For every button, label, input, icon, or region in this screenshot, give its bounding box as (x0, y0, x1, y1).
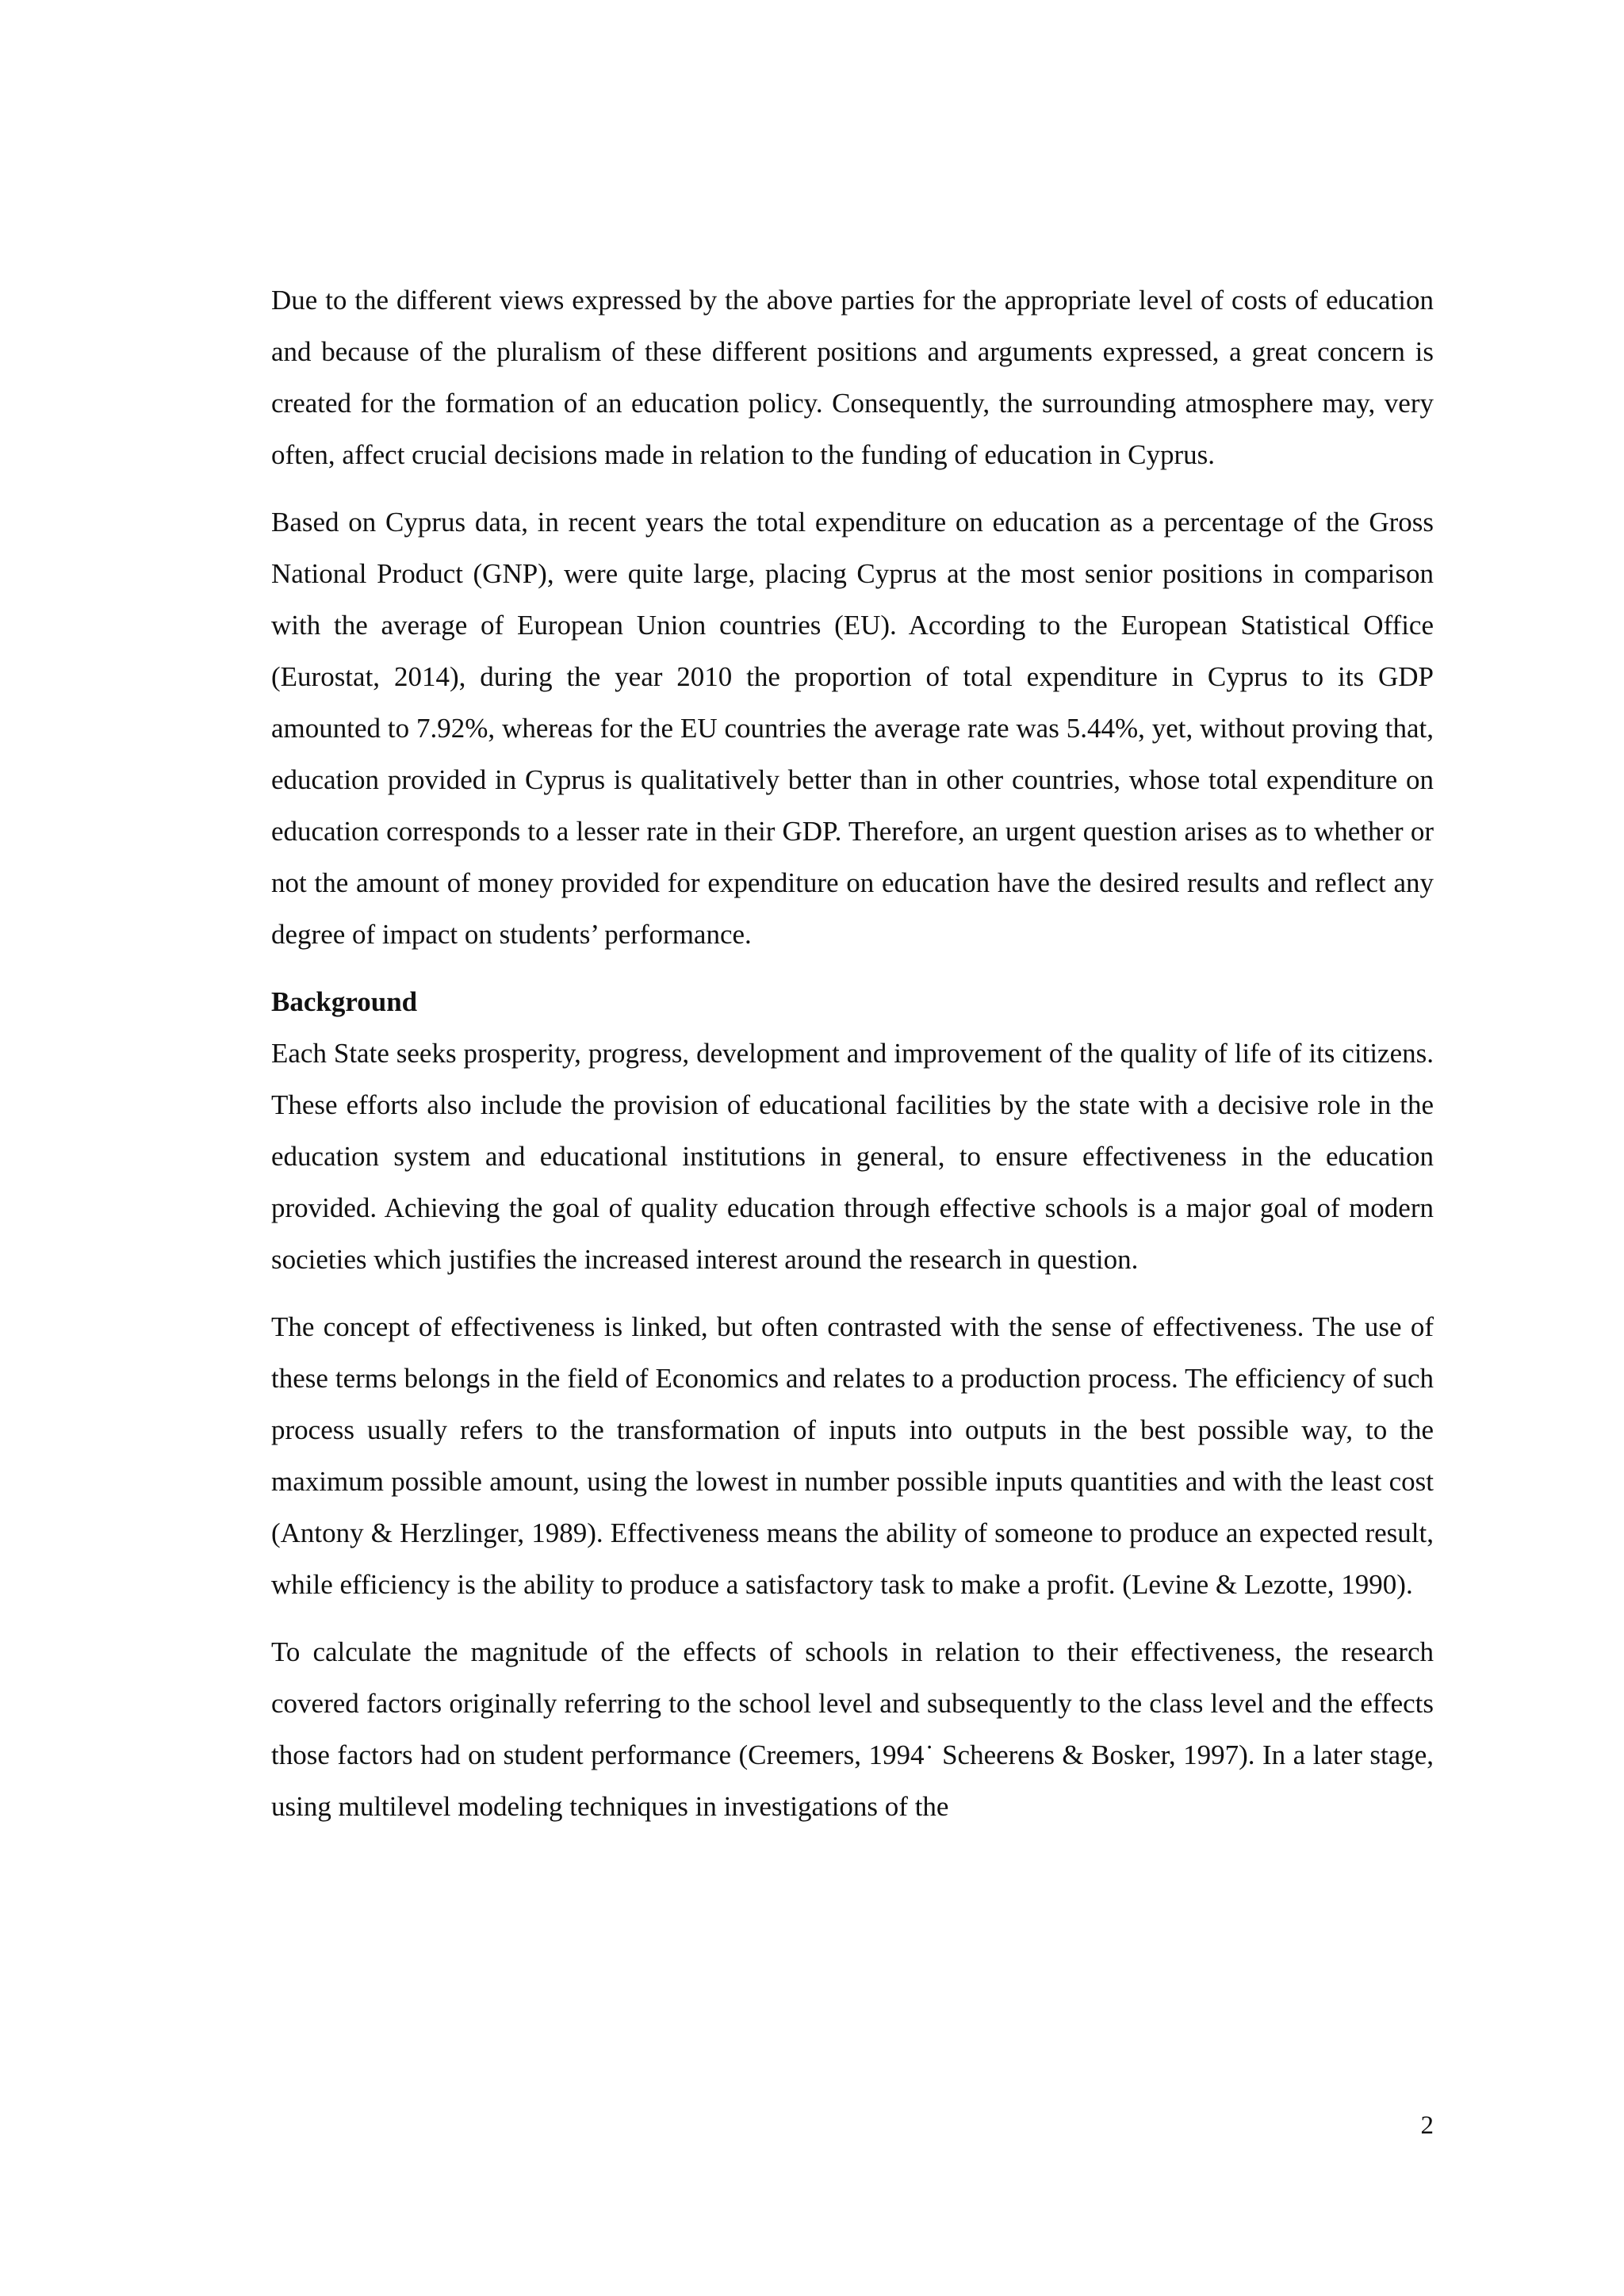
paragraph-cyprus-expenditure: Based on Cyprus data, in recent years the total expenditure on education as a percentage of the Gross National Product (GNP), were quite large, placing Cyprus at the most senior positions in comparison with the average of European Union countries (EU). According to the European Statistical Office (Eurostat, 2014), during the year 2010 the proportion of total expenditure in Cyprus to its GDP amounted to 7.92%, whereas for the EU countries the average rate was 5.44%, yet, without proving that, education provided in Cyprus is qualitatively better than in other countries, whose total expenditure on education corresponds to a lesser rate in their GDP. Therefore, an urgent question arises as to whether or not the amount of money provided for expenditure on education have the desired results and reflect any degree of impact on students’ performance. (271, 507, 1434, 950)
paragraph-effectiveness-concept: The concept of effectiveness is linked, but often contrasted with the sense of effectiveness. The use of these terms belongs in the field of Economics and relates to a production process. The efficiency of such process usually refers to the transformation of inputs into outputs in the best possible way, to the maximum possible amount, using the lowest in number possible inputs quantities and with the least cost (Antony & Herzlinger, 1989). Effectiveness means the ability of someone to produce an expected result, while efficiency is the ability to produce a satisfactory task to make a profit. (Levine & Lezotte, 1990). (271, 1311, 1434, 1600)
page-number: 2 (1420, 2111, 1434, 2140)
paragraph-school-effects: To calculate the magnitude of the effects of schools in relation to their effectiveness, the research covered factors originally referring to the school level and subsequently to the class level and the effects those factors had on student performance (Creemers, 1994˙ Scheerens & Bosker, 1997). In a later stage, using multilevel modeling techniques in investigations of the (271, 1636, 1434, 1822)
page-content (271, 274, 1434, 1848)
paragraph-state-prosperity: Each State seeks prosperity, progress, development and improvement of the quality of life of its citizens. These efforts also include the provision of educational facilities by the state with a decisive role in the education system and educational institutions in general, to ensure effectiveness in the education provided. Achieving the goal of quality education through effective schools is a major goal of modern societies which justifies the increased interest around the research in question. (271, 1038, 1434, 1275)
paragraph-education-policy-concern: Due to the different views expressed by the above parties for the appropriate level of costs of education and because of the pluralism of these different positions and arguments expressed, a great concern is created for the formation of an education policy. Consequently, the surrounding atmosphere may, very often, affect crucial decisions made in relation to the funding of education in Cyprus. (271, 285, 1434, 470)
section-heading-background: Background (271, 986, 418, 1017)
